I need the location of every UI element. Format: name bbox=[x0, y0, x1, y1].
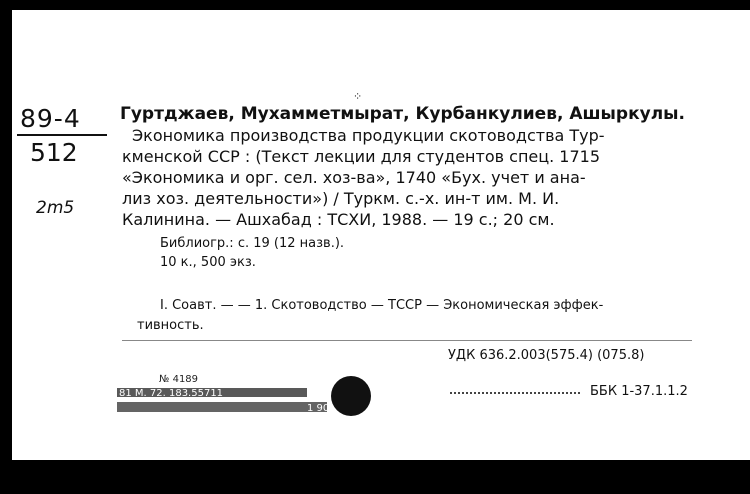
udk-code: УДК 636.2.003(575.4) (075.8) bbox=[448, 348, 645, 363]
dotted-rule bbox=[450, 392, 580, 396]
print-run: 10 к., 500 экз. bbox=[160, 255, 256, 270]
stamp-blot bbox=[331, 376, 371, 416]
scan-edge bbox=[0, 0, 12, 494]
shelf-mark-divider bbox=[17, 134, 107, 136]
card-authors: Гуртджаев, Мухамметмырат, Курбанкулиев, Ашыркулы. bbox=[120, 104, 686, 124]
subject-headings: I. Соавт. — — 1. Скотоводство — ТССР — Экономическая эффек- bbox=[160, 298, 604, 313]
dot-mark-icon: ⁘ bbox=[353, 90, 363, 103]
separator-line bbox=[122, 340, 692, 341]
stamp-line-2: 1 90 bbox=[307, 403, 330, 414]
stamp-line-1: 81 М. 72. 183.55711 bbox=[119, 388, 224, 399]
card-description bbox=[122, 125, 682, 230]
description-line: «Экономика и орг. сел. хоз-ва», 1740 «Бух. учет и ана- bbox=[122, 168, 586, 187]
handwritten-note: 2m5 bbox=[36, 198, 75, 218]
stamp-number: № 4189 bbox=[159, 374, 199, 385]
library-stamp bbox=[117, 372, 377, 418]
description-line: лиз хоз. деятельности») / Туркм. с.-х. ин-т им. М. И. bbox=[122, 189, 560, 208]
subject-headings-continued: тивность. bbox=[137, 318, 204, 333]
description-line: кменской ССР : (Текст лекции для студентов спец. 1715 bbox=[122, 147, 601, 166]
shelf-mark-bottom: 512 bbox=[30, 138, 78, 167]
shelf-mark-top: 89-4 bbox=[20, 104, 81, 133]
bibliography-note: Библиогр.: с. 19 (12 назв.). bbox=[160, 236, 345, 251]
library-classification-code: ББК 1-37.1.1.2 bbox=[590, 384, 688, 399]
description-line: Калинина. — Ашхабад : ТСХИ, 1988. — 19 с.; 20 см. bbox=[122, 210, 555, 229]
description-line: Экономика производства продукции скотоводства Тур- bbox=[132, 126, 605, 145]
